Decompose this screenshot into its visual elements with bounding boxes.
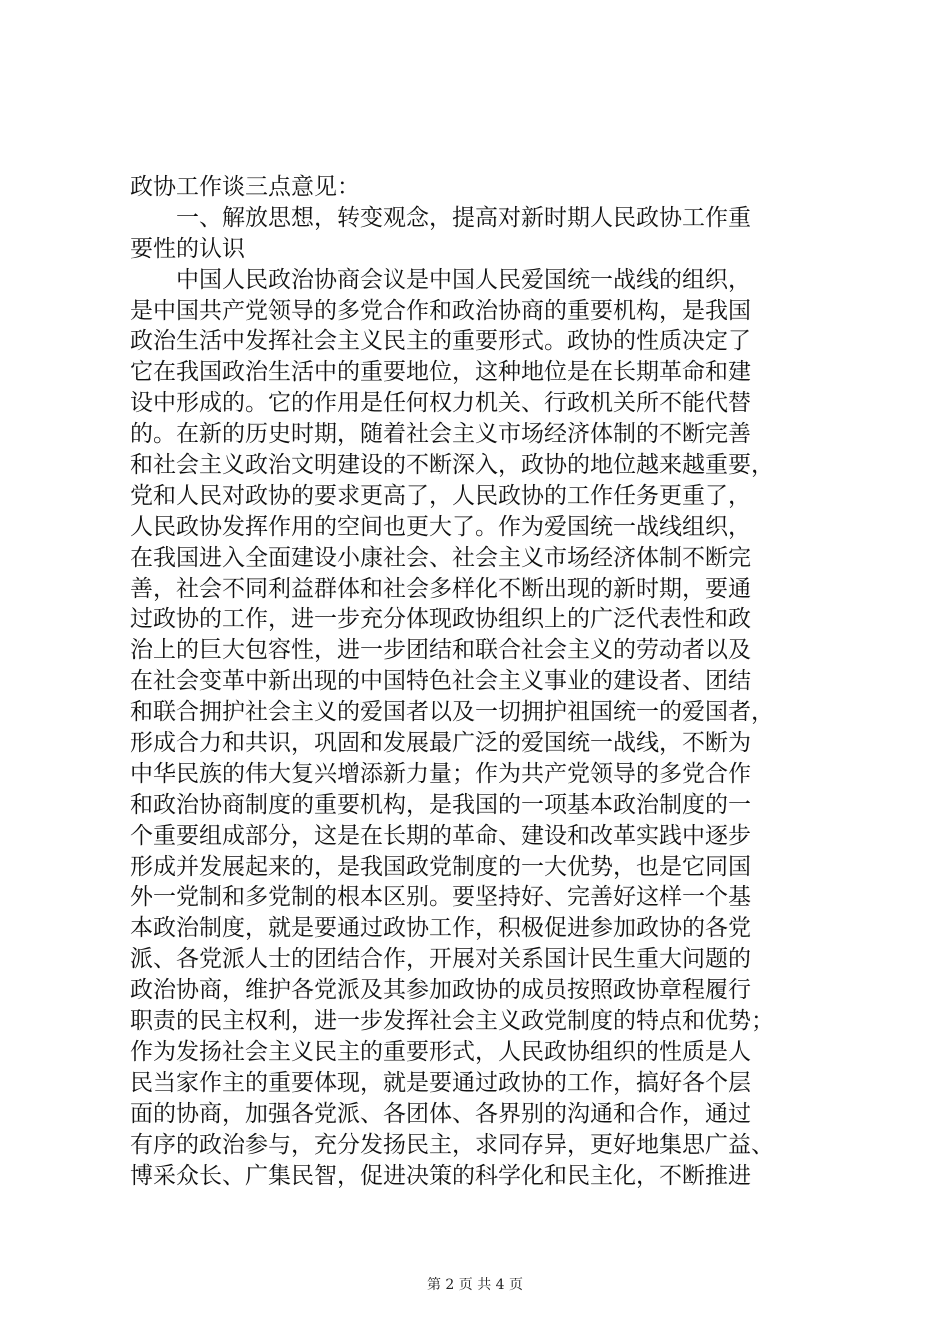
paragraph-line: 个重要组成部分，这是在长期的革命、建设和改革实践中逐步 — [130, 822, 751, 849]
section-heading-line-1: 一、解放思想，转变观念，提高对新时期人民政协工作重 — [176, 204, 751, 231]
paragraph-line: 有序的政治参与，充分发扬民主，求同存异，更好地集思广益、 — [130, 1131, 774, 1158]
paragraph-line: 和联合拥护社会主义的爱国者以及一切拥护祖国统一的爱国者， — [130, 699, 774, 726]
paragraph-line: 中华民族的伟大复兴增添新力量；作为共产党领导的多党合作 — [130, 760, 751, 787]
paragraph-line: 善，社会不同利益群体和社会多样化不断出现的新时期，要通 — [130, 575, 751, 602]
paragraph-line: 形成并发展起来的，是我国政党制度的一大优势，也是它同国 — [130, 853, 751, 880]
paragraph-line: 在我国进入全面建设小康社会、社会主义市场经济体制不断完 — [130, 544, 751, 571]
paragraph-line: 在社会变革中新出现的中国特色社会主义事业的建设者、团结 — [130, 668, 751, 695]
paragraph-line: 和社会主义政治文明建设的不断深入，政协的地位越来越重要， — [130, 452, 774, 479]
paragraph-line: 党和人民对政协的要求更高了，人民政协的工作任务更重了， — [130, 482, 751, 509]
paragraph-line: 职责的民主权利，进一步发挥社会主义政党制度的特点和优势； — [130, 1008, 774, 1035]
paragraph-line: 政治生活中发挥社会主义民主的重要形式。政协的性质决定了 — [130, 328, 751, 355]
paragraph-line: 形成合力和共识，巩固和发展最广泛的爱国统一战线，不断为 — [130, 730, 751, 757]
paragraph-line: 博采众长、广集民智，促进决策的科学化和民主化，不断推进 — [130, 1162, 751, 1189]
page-footer — [0, 1274, 950, 1294]
document-body — [130, 172, 830, 1191]
paragraph-line: 派、各党派人士的团结合作，开展对关系国计民生重大问题的 — [130, 946, 751, 973]
paragraph-line: 民当家作主的重要体现，就是要通过政协的工作，搞好各个层 — [130, 1069, 751, 1096]
paragraph-line: 它在我国政治生活中的重要地位，这种地位是在长期革命和建 — [130, 359, 751, 386]
paragraph-line: 和政治协商制度的重要机构，是我国的一项基本政治制度的一 — [130, 791, 751, 818]
paragraph-line: 外一党制和多党制的根本区别。要坚持好、完善好这样一个基 — [130, 884, 751, 911]
paragraph-line: 中国人民政治协商会议是中国人民爱国统一战线的组织， — [176, 266, 751, 293]
paragraph-line: 是中国共产党领导的多党合作和政治协商的重要机构，是我国 — [130, 297, 751, 324]
section-heading-line-2: 要性的认识 — [130, 235, 245, 262]
paragraph-line: 设中形成的。它的作用是任何权力机关、行政机关所不能代替 — [130, 390, 751, 417]
paragraph-line: 作为发扬社会主义民主的重要形式，人民政协组织的性质是人 — [130, 1038, 751, 1065]
paragraph-line: 政治协商，维护各党派及其参加政协的成员按照政协章程履行 — [130, 977, 751, 1004]
paragraph-line: 人民政协发挥作用的空间也更大了。作为爱国统一战线组织， — [130, 513, 751, 540]
paragraph-line: 的。在新的历史时期，随着社会主义市场经济体制的不断完善 — [130, 421, 751, 448]
paragraph-line: 本政治制度，就是要通过政协工作，积极促进参加政协的各党 — [130, 915, 751, 942]
intro-line: 政协工作谈三点意见： — [130, 174, 360, 200]
paragraph-line: 面的协商，加强各党派、各团体、各界别的沟通和合作，通过 — [130, 1100, 751, 1127]
paragraph-line: 过政协的工作，进一步充分体现政协组织上的广泛代表性和政 — [130, 606, 751, 633]
paragraph-line: 治上的巨大包容性，进一步团结和联合社会主义的劳动者以及 — [130, 637, 751, 664]
page-number-label: 第 2 页 共 4 页 — [426, 1277, 524, 1293]
